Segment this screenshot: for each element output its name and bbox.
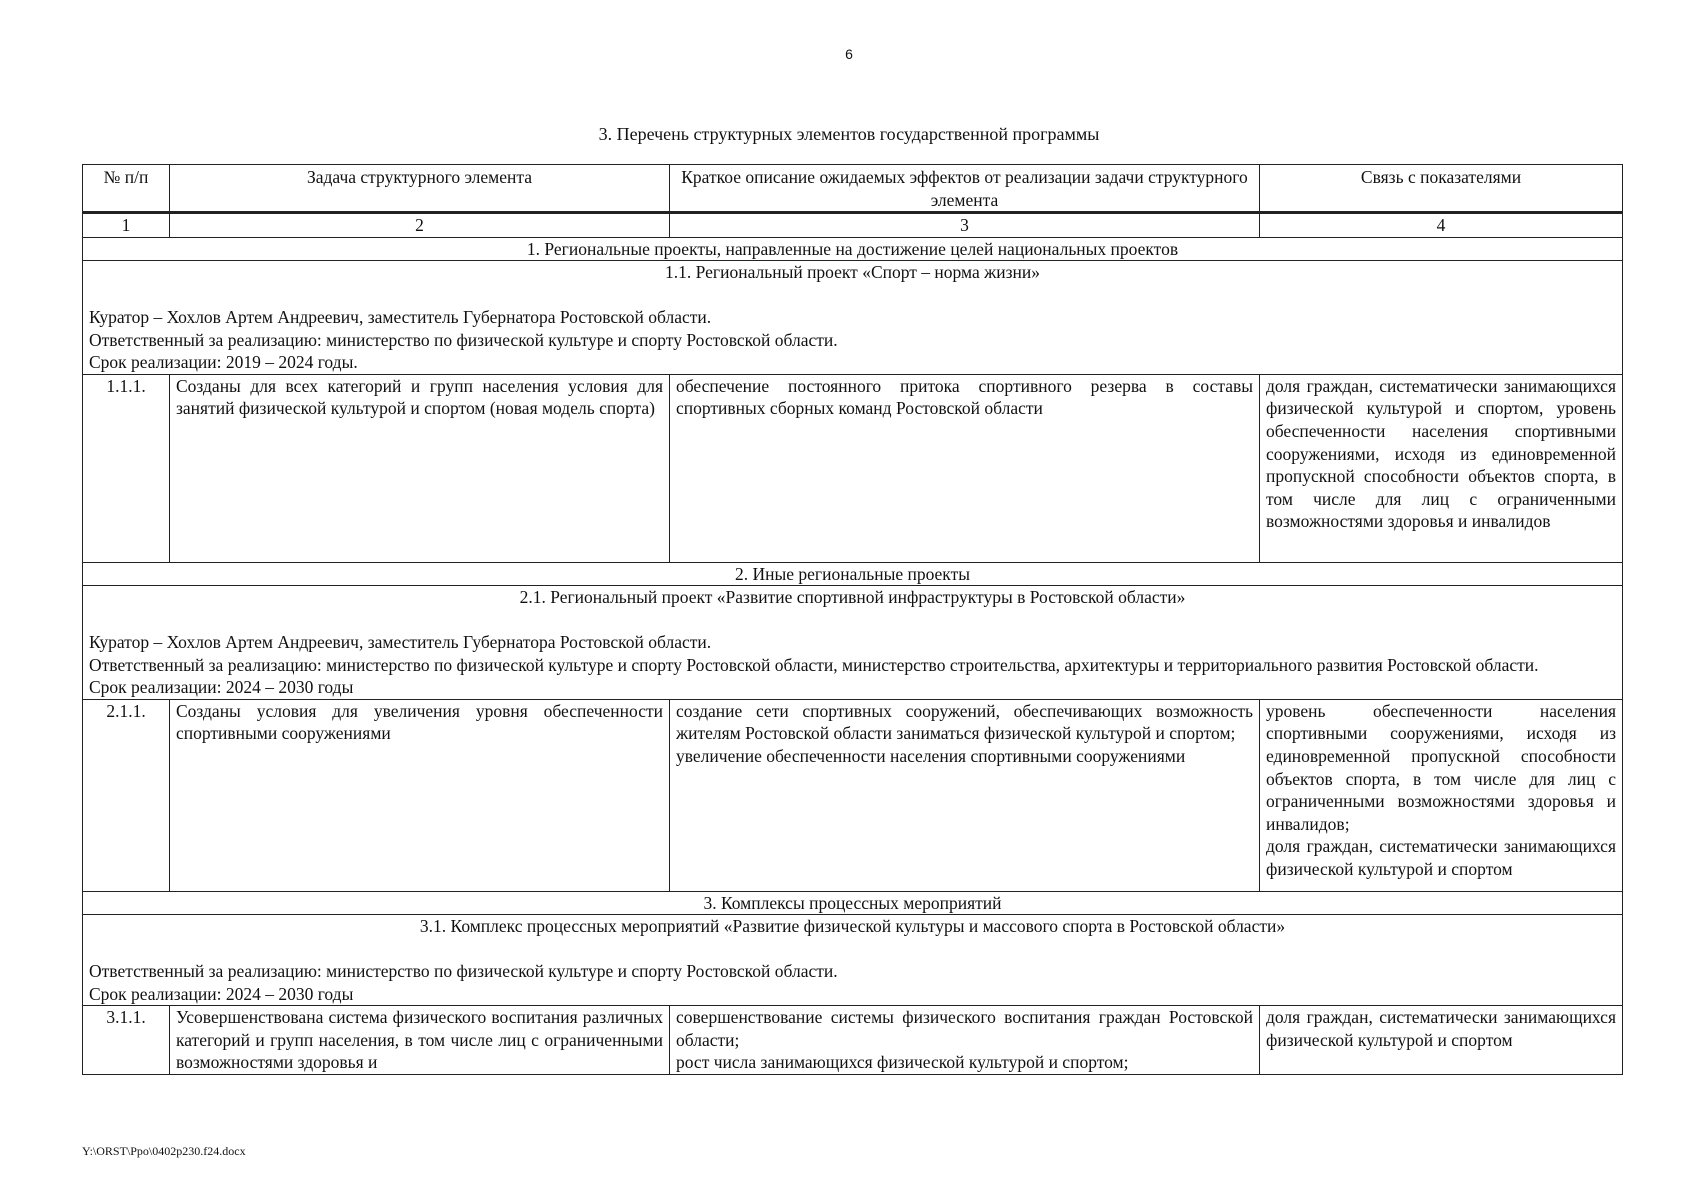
effects-item: создание сети спортивных сооружений, обеспечивающих возможность жителям Ростовской области заниматься физической культурой и спортом; (676, 700, 1253, 744)
row-link (1260, 699, 1623, 891)
header-task: Задача структурного элемента (170, 165, 670, 213)
effects-item: рост числа занимающихся физической культурой и спортом; (676, 1052, 1129, 1073)
curator-text: Куратор – Хохлов Артем Андреевич, заместитель Губернатора Ростовской области. (89, 631, 712, 652)
section-title-row (83, 237, 1623, 261)
page-number: 6 (845, 46, 853, 62)
header-effects: Краткое описание ожидаемых эффектов от реализации задачи структурного элемента (670, 165, 1260, 213)
project-title: 1.1. Региональный проект «Спорт – норма жизни» (665, 262, 1040, 283)
complex-3-1-info (83, 915, 1623, 1006)
row-task: Созданы для всех категорий и групп населения условия для занятий физической культурой и спортом (новая модель спорта) (170, 374, 670, 562)
row-num: 2.1.1. (83, 699, 170, 891)
link-item: доля граждан, систематически занимающихся физической культурой и спортом (1266, 836, 1616, 879)
section-title-row (83, 562, 1623, 586)
responsible-text: Ответственный за реализацию: министерство по физической культуре и спорту Ростовской области. (89, 960, 838, 981)
responsible-text: Ответственный за реализацию: министерство по физической культуре и спорту Ростовской области. (89, 329, 838, 350)
section-title-row (83, 891, 1623, 915)
project-2-1-info (83, 586, 1623, 699)
file-path-footer: Y:\ORST\Ppo\0402p230.f24.docx (82, 1144, 246, 1158)
responsible-text: Ответственный за реализацию: министерство по физической культуре и спорту Ростовской области, министерство строительства, архитектуры и территориального развития Ростовской области. (89, 654, 1539, 675)
section-3-title: 3. Комплексы процессных мероприятий (83, 891, 1623, 915)
project-block (83, 586, 1623, 699)
link-item: уровень обеспеченности населения спортивными сооружениями, исходя из единовременной пропускной способности объектов спорта, в том числе для лиц с ограниченными возможностями здоровья и инвалидов; (1266, 700, 1616, 834)
col-number: 2 (170, 213, 670, 238)
effects-item: увеличение обеспеченности населения спортивными сооружениями (676, 745, 1186, 766)
row-task: Усовершенствована система физического воспитания различных категорий и групп населения, в том числе лиц с ограниченными возможностями здоровья и (170, 1006, 670, 1075)
project-block (83, 261, 1623, 374)
row-task: Созданы условия для увеличения уровня обеспеченности спортивными сооружениями (170, 699, 670, 891)
header-row (83, 165, 1623, 213)
table-row (83, 374, 1623, 562)
row-effects (670, 699, 1260, 891)
row-effects: обеспечение постоянного притока спортивного резерва в составы спортивных сборных команд Ростовской области (670, 374, 1260, 562)
row-effects (670, 1006, 1260, 1075)
col-number: 4 (1260, 213, 1623, 238)
project-block (83, 915, 1623, 1006)
project-title: 2.1. Региональный проект «Развитие спортивной инфраструктуры в Ростовской области» (519, 587, 1186, 608)
project-title: 3.1. Комплекс процессных мероприятий «Развитие физической культуры и массового спорта в Ростовской области» (419, 916, 1286, 937)
col-number: 1 (83, 213, 170, 238)
row-link: доля граждан, систематически занимающихся физической культурой и спортом, уровень обеспеченности населения спортивными сооружениями, исходя из единовременной пропускной способности объектов спорта, в том числе для лиц с ограниченными возможностями здоровья и инвалидов (1260, 374, 1623, 562)
page-title: 3. Перечень структурных элементов государственной программы (598, 124, 1100, 144)
table-row (83, 699, 1623, 891)
section-1-title: 1. Региональные проекты, направленные на достижение целей национальных проектов (83, 237, 1623, 261)
row-num: 3.1.1. (83, 1006, 170, 1075)
column-numbers-row (83, 213, 1623, 238)
section-2-title: 2. Иные региональные проекты (83, 562, 1623, 586)
structural-elements-table (82, 164, 1623, 1075)
row-link: доля граждан, систематически занимающихся физической культурой и спортом (1260, 1006, 1623, 1075)
table-row (83, 1006, 1623, 1075)
col-number: 3 (670, 213, 1260, 238)
project-1-1-info (83, 261, 1623, 374)
term-text: Срок реализации: 2024 – 2030 годы (89, 677, 354, 698)
curator-text: Куратор – Хохлов Артем Андреевич, заместитель Губернатора Ростовской области. (89, 306, 712, 327)
header-link: Связь с показателями (1260, 165, 1623, 213)
header-num: № п/п (83, 165, 170, 213)
effects-item: совершенствование системы физического воспитания граждан Ростовской области; (676, 1007, 1253, 1050)
row-num: 1.1.1. (83, 374, 170, 562)
term-text: Срок реализации: 2019 – 2024 годы. (89, 352, 358, 373)
term-text: Срок реализации: 2024 – 2030 годы (89, 983, 354, 1004)
